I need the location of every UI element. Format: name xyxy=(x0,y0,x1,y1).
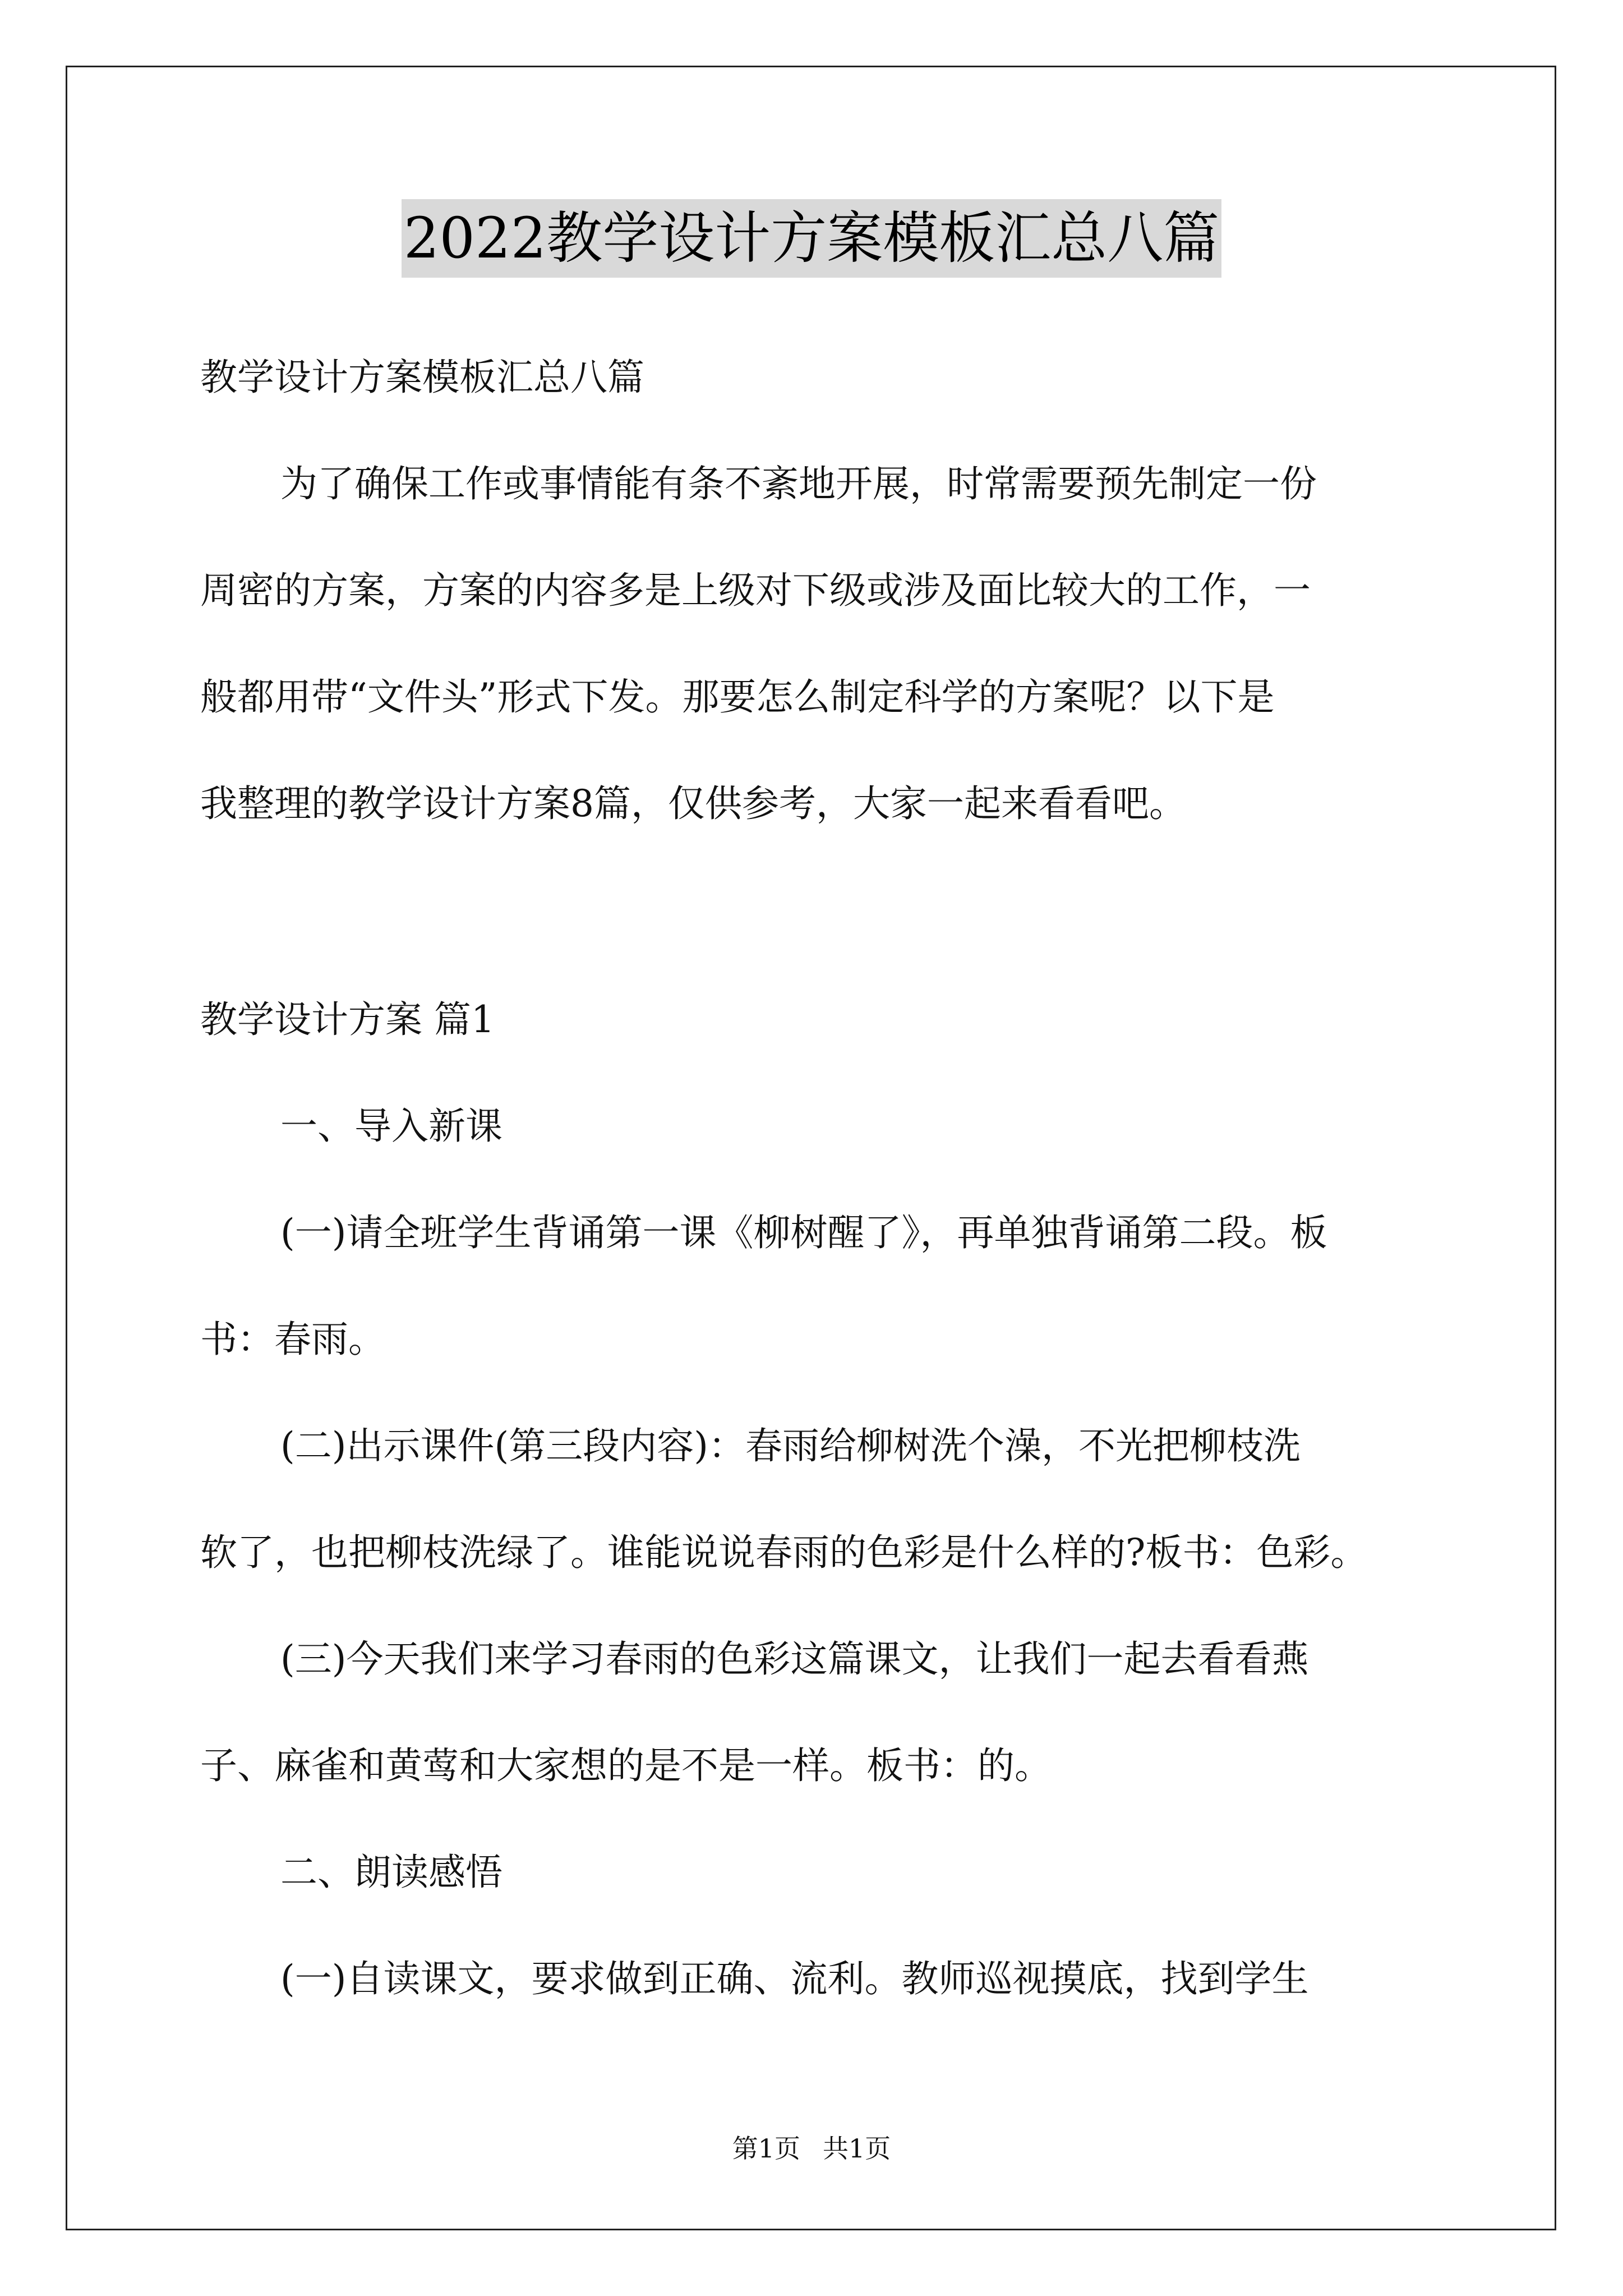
paragraph-line: 书：春雨。 xyxy=(200,1318,385,1361)
title-container xyxy=(0,199,1623,278)
paragraph-line: 我整理的教学设计方案8篇，仅供参考，大家一起来看看吧。 xyxy=(200,782,1186,825)
paragraph-line: (二)出示课件(第三段内容)：春雨给柳树洗个澡，不光把柳枝洗 xyxy=(280,1424,1301,1467)
page-footer xyxy=(0,2132,1623,2165)
paragraph-line: (一)自读课文，要求做到正确、流利。教师巡视摸底，找到学生 xyxy=(280,1957,1309,2000)
page-number: 第1页 xyxy=(732,2133,800,2164)
paragraph-line: (三)今天我们来学习春雨的色彩这篇课文，让我们一起去看看燕 xyxy=(280,1637,1309,1681)
paragraph-line: (一)请全班学生背诵第一课《柳树醒了》，再单独背诵第二段。板 xyxy=(280,1211,1327,1254)
subtitle-line: 教学设计方案模板汇总八篇 xyxy=(200,356,644,399)
paragraph-line: 般都用带“文件头”形式下发。那要怎么制定科学的方案呢？以下是 xyxy=(200,675,1275,719)
subsection-heading: 一、导入新课 xyxy=(280,1105,502,1148)
paragraph-line: 子、麻雀和黄莺和大家想的是不是一样。板书：的。 xyxy=(200,1744,1052,1787)
paragraph-line: 周密的方案，方案的内容多是上级对下级或涉及面比较大的工作，一 xyxy=(200,569,1311,612)
paragraph-line: 软了，也把柳枝洗绿了。谁能说说春雨的色彩是什么样的?板书：色彩。 xyxy=(200,1531,1368,1574)
paragraph-line: 为了确保工作或事情能有条不紊地开展，时常需要预先制定一份 xyxy=(280,462,1317,505)
page-total: 共1页 xyxy=(823,2133,891,2164)
document-title: 2022教学设计方案模板汇总八篇 xyxy=(402,199,1222,278)
subsection-heading: 二、朗读感悟 xyxy=(280,1851,502,1894)
section-heading: 教学设计方案 篇1 xyxy=(200,998,495,1041)
